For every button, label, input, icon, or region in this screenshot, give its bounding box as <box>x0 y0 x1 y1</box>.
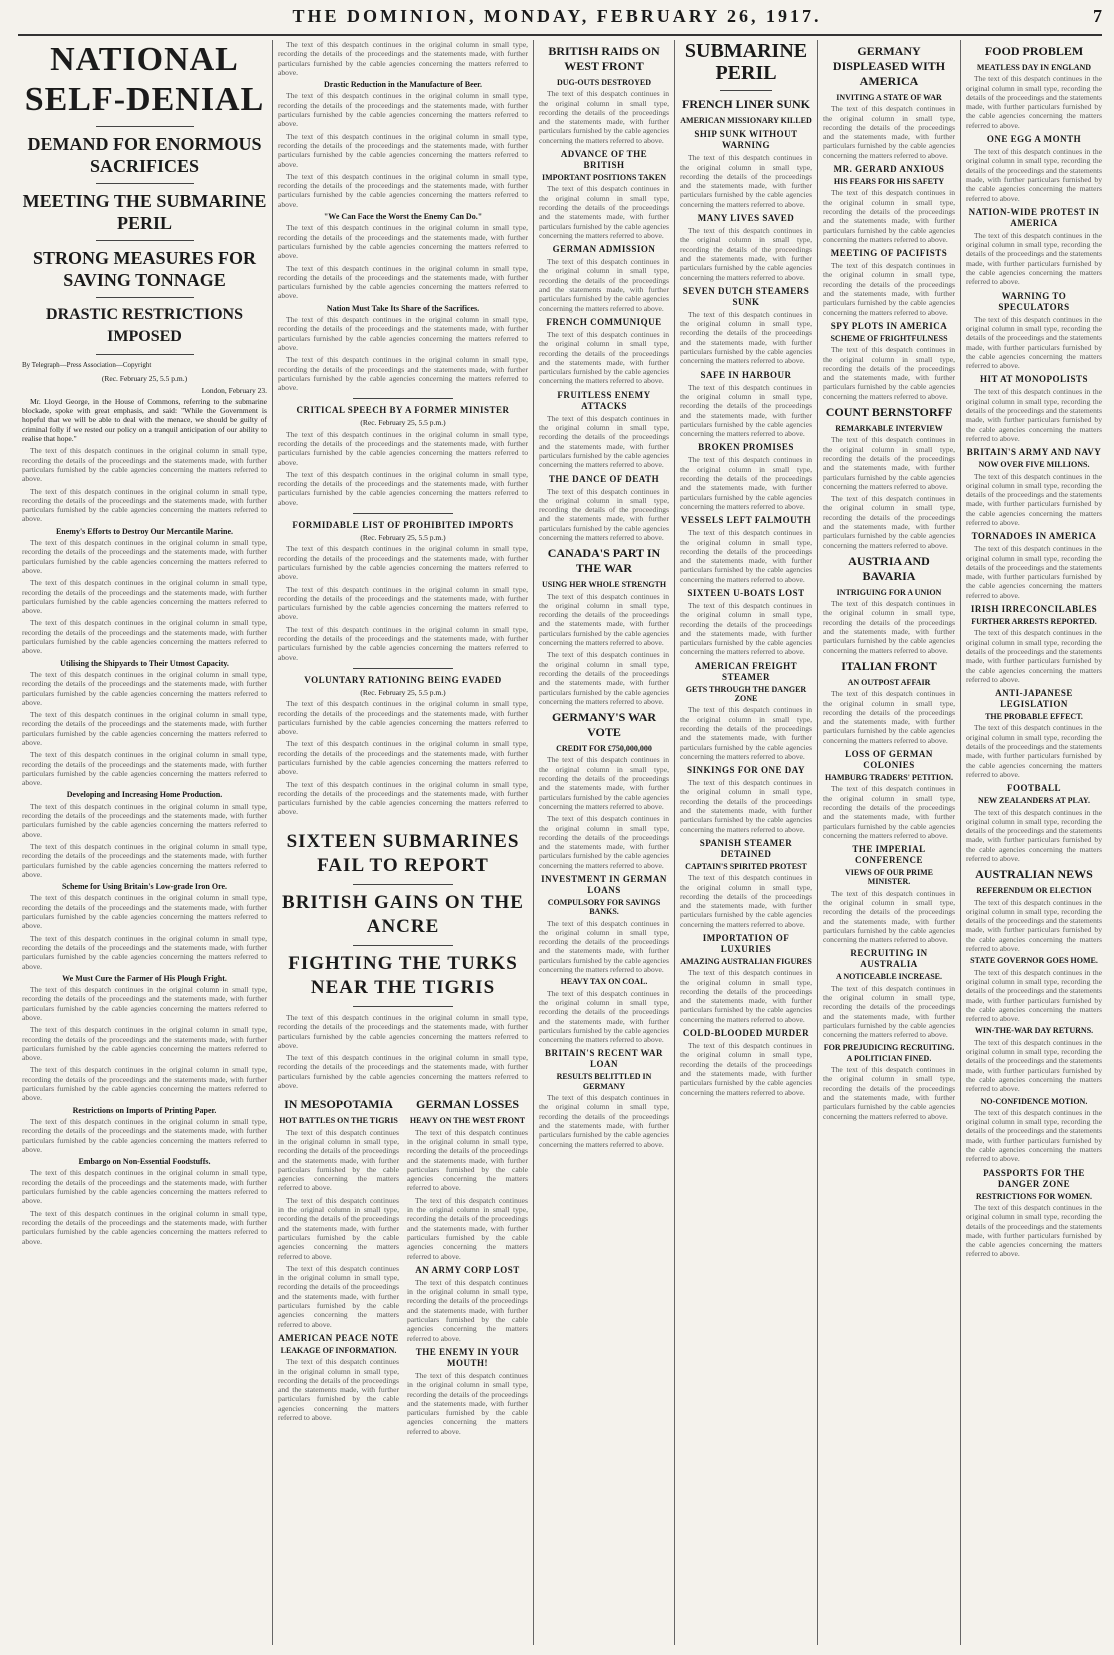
article-paragraph: The text of this despatch continues in the original column in small type, recording the details of the proceedings and the statements made, with further particulars furnished by the cable agencies concerning the matters referred to above. <box>823 494 955 550</box>
headline-austria-bavaria: AUSTRIA AND BAVARIA <box>848 553 930 583</box>
column-5 <box>823 40 955 1645</box>
headline-safe-in-harbour: SAFE IN HARBOUR <box>700 369 792 380</box>
subheading: "We Can Face the Worst the Enemy Can Do." <box>323 212 483 222</box>
two-column-row <box>278 1093 528 1439</box>
article-paragraph: The text of this despatch continues in the original column in small type, recording the details of the proceedings and the statements made, with further particulars furnished by the cable agencies concerning the matters referred to above. <box>966 1202 1102 1259</box>
article-paragraph: The text of this despatch continues in the original column in small type, recording the details of the proceedings and the statements made, with further particulars furnished by the cable agencies concerning the matters referred to above. <box>539 591 669 648</box>
banner-tigris: FIGHTING THE TURKS NEAR THE TIGRIS <box>288 953 518 998</box>
article-paragraph: The text of this despatch continues in the original column in small type, recording the details of the proceedings and the statements made, with further particulars furnished by the cable agencies concerning the matters referred to above. <box>680 455 812 511</box>
article-paragraph: The text of this despatch continues in the original column in small type, recording the details of the proceedings and the statements made, with further particulars furnished by the cable agencies concerning the matters referred to above. <box>680 226 812 282</box>
headline-one-egg: ONE EGG A MONTH <box>986 134 1082 145</box>
article-paragraph: The text of this despatch continues in the original column in small type, recording the details of the proceedings and the statements made, with further particulars furnished by the cable agencies concerning the matters referred to above. <box>278 624 528 662</box>
article-paragraph: The text of this despatch continues in the original column in small type, recording the details of the proceedings and the statements made, with further particulars furnished by the cable agencies concerning the matters referred to above. <box>823 888 955 945</box>
article-paragraph: The text of this despatch continues in the original column in small type, recording the details of the proceedings and the statements made, with further particulars furnished by the cable agencies concerning the matters referred to above. <box>22 1168 267 1206</box>
article-paragraph: The text of this despatch continues in the original column in small type, recording the details of the proceedings and the statements made, with further particulars furnished by the cable agencies concerning the matters referred to above. <box>278 739 528 777</box>
headline-passports: PASSPORTS FOR THE DANGER ZONE <box>983 1167 1085 1189</box>
subheading: NEW ZEALANDERS AT PLAY. <box>978 796 1090 806</box>
article-paragraph: The text of this despatch continues in the original column in small type, recording the details of the proceedings and the statements made, with further particulars furnished by the cable agencies concerning the matters referred to above. <box>407 1127 528 1193</box>
article-paragraph: The text of this despatch continues in the original column in small type, recording the details of the proceedings and the statements made, with further particulars furnished by the cable agencies concerning the matters referred to above. <box>22 1025 267 1063</box>
subheading: Nation Must Take Its Share of the Sacrifices. <box>326 303 480 313</box>
article-paragraph: The text of this despatch continues in the original column in small type, recording the details of the proceedings and the statements made, with further particulars furnished by the cable agencies concerning the matters referred to above. <box>22 669 267 707</box>
article-paragraph: The text of this despatch continues in the original column in small type, recording the details of the proceedings and the statements made, with further particulars furnished by the cable agencies concerning the matters referred to above. <box>278 1195 399 1261</box>
article-paragraph: The text of this despatch continues in the original column in small type, recording the details of the proceedings and the statements made, with further particulars furnished by the cable agencies concerning the matters referred to above. <box>680 873 812 929</box>
article-paragraph: The text of this despatch continues in the original column in small type, recording the details of the proceedings and the statements made, with further particulars furnished by the cable agencies concerning the matters referred to above. <box>22 1208 267 1246</box>
headline-prohibited-imports: FORMIDABLE LIST OF PROHIBITED IMPORTS <box>292 520 514 531</box>
masthead-title: THE DOMINION, MONDAY, FEBRUARY 26, 1917. <box>292 6 822 26</box>
headline-uboats-lost: SIXTEEN U-BOATS LOST <box>687 587 805 598</box>
article-paragraph: The text of this despatch continues in the original column in small type, recording the details of the proceedings and the statements made, with further particulars furnished by the cable agencies concerning the matters referred to above. <box>539 413 669 470</box>
headline-submarine-peril-col4: SUBMARINE PERIL <box>684 40 808 84</box>
dateline: London, February 23. <box>201 385 267 395</box>
rec-line: (Rec. February 25, 5.5 p.m.) <box>360 687 446 697</box>
subheading: Utilising the Shipyards to Their Utmost Capacity. <box>60 658 229 668</box>
column-rule <box>674 40 675 1645</box>
column-2 <box>278 40 528 820</box>
article-paragraph: The text of this despatch continues in the original column in small type, recording the details of the proceedings and the statements made, with further particulars furnished by the cable agencies concerning the matters referred to above. <box>22 446 267 484</box>
column-rule <box>272 40 273 1645</box>
article-paragraph: The text of this despatch continues in the original column in small type, recording the details of the proceedings and the statements made, with further particulars furnished by the cable agencies concerning the matters referred to above. <box>823 188 955 244</box>
headline-many-lives-saved: MANY LIVES SAVED <box>697 213 795 224</box>
article-paragraph: The text of this despatch continues in the original column in small type, recording the details of the proceedings and the statements made, with further particulars furnished by the cable agencies concerning the matters referred to above. <box>278 223 528 261</box>
headline-enormous-sacrifices: DEMAND FOR ENORMOUS SACRIFICES <box>27 134 262 176</box>
article-paragraph: The text of this despatch continues in the original column in small type, recording the details of the proceedings and the statements made, with further particulars furnished by the cable agencies concerning the matters referred to above. <box>966 387 1102 443</box>
subheading: IMPORTANT POSITIONS TAKEN <box>541 173 667 183</box>
article-paragraph: The text of this despatch continues in the original column in small type, recording the details of the proceedings and the statements made, with further particulars furnished by the cable agencies concerning the matters referred to above. <box>278 1357 399 1422</box>
headline-mesopotamia: IN MESOPOTAMIA <box>284 1097 393 1112</box>
article-paragraph: The text of this despatch continues in the original column in small type, recording the details of the proceedings and the statements made, with further particulars furnished by the cable agencies concerning the matters referred to above. <box>22 750 267 788</box>
divider <box>96 240 194 241</box>
article-paragraph: The text of this despatch continues in the original column in small type, recording the details of the proceedings and the statements made, with further particulars furnished by the cable agencies concerning the matters referred to above. <box>22 801 267 839</box>
headline-war-vote: GERMANY'S WAR VOTE <box>551 710 657 740</box>
subheading: LEAKAGE OF INFORMATION. <box>280 1345 397 1355</box>
article-paragraph: The text of this despatch continues in the original column in small type, recording the details of the proceedings and the statements made, with further particulars furnished by the cable agencies concerning the matters referred to above. <box>278 315 528 352</box>
headline-war-loan: BRITAIN'S RECENT WAR LOAN <box>544 1048 664 1070</box>
headline-gerard-anxious: MR. GERARD ANXIOUS <box>833 164 945 175</box>
article-paragraph: The text of this despatch continues in the original column in small type, recording the details of the proceedings and the statements made, with further particulars furnished by the cable agencies concerning the matters referred to above. <box>680 600 812 657</box>
article-paragraph: The text of this despatch continues in the original column in small type, recording the details of the proceedings and the statements made, with further particulars furnished by the cable agencies concerning the matters referred to above. <box>278 355 528 393</box>
divider <box>353 668 453 669</box>
divider <box>96 183 194 184</box>
subheading: HOT BATTLES ON THE TIGRIS <box>279 1116 398 1126</box>
headline-freight-steamer: AMERICAN FREIGHT STEAMER <box>694 660 798 682</box>
headline-national-self-denial: NATIONAL SELF-DENIAL <box>24 41 265 118</box>
subheading: FURTHER ARRESTS REPORTED. <box>971 617 1097 627</box>
subheading: NO-CONFIDENCE MOTION. <box>980 1096 1088 1106</box>
mesopotamia-column <box>278 1093 399 1439</box>
headline-australian-news: AUSTRALIAN NEWS <box>975 867 1093 882</box>
column-6 <box>966 40 1102 1645</box>
headline-cold-blooded-murder: COLD-BLOODED MURDER <box>682 1028 810 1039</box>
article-paragraph: The text of this despatch continues in the original column in small type, recording the details of the proceedings and the statements made, with further particulars furnished by the cable agencies concerning the matters referred to above. <box>966 74 1102 130</box>
article-paragraph: The text of this despatch continues in the original column in small type, recording the details of the proceedings and the statements made, with further particulars furnished by the cable agencies concerning the matters referred to above. <box>22 1116 267 1154</box>
article-paragraph: The text of this despatch continues in the original column in small type, recording the details of the proceedings and the statements made, with further particulars furnished by the cable agencies concerning the matters referred to above. <box>539 329 669 386</box>
column-1 <box>22 40 267 1645</box>
page-number: 7 <box>1093 6 1102 26</box>
subheading: We Must Cure the Farmer of His Plough Fright. <box>62 973 227 983</box>
column-rule <box>533 40 534 1645</box>
subheading: A POLITICIAN FINED. <box>846 1053 932 1063</box>
article-paragraph: The text of this despatch continues in the original column in small type, recording the details of the proceedings and the statements made, with further particulars furnished by the cable agencies concerning the matters referred to above. <box>680 309 812 366</box>
article-paragraph: The text of this despatch continues in the original column in small type, recording the details of the proceedings and the statements made, with further particulars furnished by the cable agencies concerning the matters referred to above. <box>539 650 669 706</box>
headline-dutch-steamers: SEVEN DUTCH STEAMERS SUNK <box>682 285 810 307</box>
subheading: Developing and Increasing Home Production. <box>66 790 223 800</box>
subheading: VIEWS OF OUR PRIME MINISTER. <box>845 868 933 887</box>
article-paragraph: The text of this despatch continues in the original column in small type, recording the details of the proceedings and the statements made, with further particulars furnished by the cable agencies concerning the matters referred to above. <box>680 1041 812 1097</box>
article-paragraph: The text of this despatch continues in the original column in small type, recording the details of the proceedings and the statements made, with further particulars furnished by the cable agencies concerning the matters referred to above. <box>407 1195 528 1261</box>
article-paragraph: The text of this despatch continues in the original column in small type, recording the details of the proceedings and the statements made, with further particulars furnished by the cable agencies concerning the matters referred to above. <box>539 755 669 811</box>
article-paragraph: The text of this despatch continues in the original column in small type, recording the details of the proceedings and the statements made, with further particulars furnished by the cable agencies concerning the matters referred to above. <box>966 147 1102 203</box>
headline-submarine-peril: MEETING THE SUBMARINE PERIL <box>22 191 267 233</box>
banner-ancre: BRITISH GAINS ON THE ANCRE <box>282 892 524 937</box>
subheading: Restrictions on Imports of Printing Paper. <box>72 1105 217 1115</box>
headline-voluntary-rationing: VOLUNTARY RATIONING BEING EVADED <box>304 674 502 685</box>
headline-recruiting: RECRUITING IN AUSTRALIA <box>850 948 928 970</box>
article-paragraph: The text of this despatch continues in the original column in small type, recording the details of the proceedings and the statements made, with further particulars furnished by the cable agencies concerning the matters referred to above. <box>22 578 267 616</box>
divider <box>96 354 194 355</box>
headline-luxuries: IMPORTATION OF LUXURIES <box>702 933 790 954</box>
headline-fruitless-attacks: FRUITLESS ENEMY ATTACKS <box>557 389 651 411</box>
headline-bernstorff: COUNT BERNSTORFF <box>825 405 953 420</box>
headline-british-raids: BRITISH RAIDS ON WEST FRONT <box>548 44 660 73</box>
article-paragraph: The text of this despatch continues in the original column in small type, recording the details of the proceedings and the statements made, with further particulars furnished by the cable agencies concerning the matters referred to above. <box>278 171 528 209</box>
headline-broken-promises: BROKEN PROMISES <box>698 442 794 453</box>
german-losses-column <box>407 1093 528 1439</box>
article-paragraph: The text of this despatch continues in the original column in small type, recording the details of the proceedings and the statements made, with further particulars furnished by the cable agencies concerning the matters referred to above. <box>22 618 267 656</box>
article-paragraph: The text of this despatch continues in the original column in small type, recording the details of the proceedings and the statements made, with further particulars furnished by the cable agencies concerning the matters referred to above. <box>823 104 955 160</box>
article-paragraph: The text of this despatch continues in the original column in small type, recording the details of the proceedings and the statements made, with further particulars furnished by the cable agencies concerning the matters referred to above. <box>823 1065 955 1121</box>
headline-german-losses: GERMAN LOSSES <box>415 1097 520 1112</box>
article-paragraph: The text of this despatch continues in the original column in small type, recording the details of the proceedings and the statements made, with further particulars furnished by the cable agencies concerning the matters referred to above. <box>966 1107 1102 1164</box>
headline-food-problem: FOOD PROBLEM <box>984 44 1084 58</box>
headline-germany-displeased: GERMANY DISPLEASED WITH AMERICA <box>832 44 946 88</box>
subheading: MEATLESS DAY IN ENGLAND <box>976 63 1092 72</box>
article-paragraph: The text of this despatch continues in the original column in small type, recording the details of the proceedings and the statements made, with further particulars furnished by the cable agencies concerning the matters referred to above. <box>680 153 812 209</box>
subheading: STATE GOVERNOR GOES HOME. <box>970 956 1098 966</box>
headline-army-navy: BRITAIN'S ARMY AND NAVY <box>966 447 1102 458</box>
headline-vessels-falmouth: VESSELS LEFT FALMOUTH <box>680 515 812 526</box>
article-paragraph: The text of this despatch continues in the original column in small type, recording the details of the proceedings and the statements made, with further particulars furnished by the cable agencies concerning the matters referred to above. <box>966 897 1102 954</box>
article-paragraph: The text of this despatch continues in the original column in small type, recording the details of the proceedings and the statements made, with further particulars furnished by the cable agencies concerning the matters referred to above. <box>966 544 1102 600</box>
subheading: AN OUTPOST AFFAIR <box>847 677 931 687</box>
article-paragraph: The text of this despatch continues in the original column in small type, recording the details of the proceedings and the statements made, with further particulars furnished by the cable agencies concerning the matters referred to above. <box>278 1127 399 1193</box>
headline-speculators: WARNING TO SPECULATORS <box>998 290 1070 312</box>
subheading: HIS FEARS FOR HIS SAFETY <box>833 177 945 187</box>
article-paragraph: The text of this despatch continues in the original column in small type, recording the details of the proceedings and the statements made, with further particulars furnished by the cable agencies concerning the matters referred to above. <box>680 778 812 834</box>
headline-imperial-conference: THE IMPERIAL CONFERENCE <box>852 844 926 866</box>
subheading: HEAVY TAX ON COAL. <box>560 977 648 987</box>
headline-spy-plots: SPY PLOTS IN AMERICA <box>830 320 948 331</box>
subheading: USING HER WHOLE STRENGTH <box>541 580 667 590</box>
article-paragraph: The text of this despatch continues in the original column in small type, recording the details of the proceedings and the statements made, with further particulars furnished by the cable agencies concerning the matters referred to above. <box>278 584 528 622</box>
article-paragraph: The text of this despatch continues in the original column in small type, recording the details of the proceedings and the statements made, with further particulars furnished by the cable agencies concerning the matters referred to above. <box>966 807 1102 863</box>
article-paragraph: The text of this despatch continues in the original column in small type, recording the details of the proceedings and the statements made, with further particulars furnished by the cable agencies concerning the matters referred to above. <box>278 429 528 467</box>
article-paragraph: The text of this despatch continues in the original column in small type, recording the details of the proceedings and the statements made, with further particulars furnished by the cable agencies concerning the matters referred to above. <box>278 1263 399 1329</box>
masthead-rule <box>18 34 1102 36</box>
subheading: A NOTICEABLE INCREASE. <box>835 972 943 982</box>
article-paragraph: The text of this despatch continues in the original column in small type, recording the details of the proceedings and the statements made, with further particulars furnished by the cable agencies concerning the matters referred to above. <box>823 983 955 1040</box>
war-news-block <box>278 830 528 1645</box>
subheading: Embargo on Non-Essential Foodstuffs. <box>78 1157 211 1167</box>
headline-monopolists: HIT AT MONOPOLISTS <box>979 374 1089 385</box>
headline-pacifists: MEETING OF PACIFISTS <box>830 248 948 259</box>
headline-anti-japanese: ANTI-JAPANESE LEGISLATION <box>995 688 1073 710</box>
headline-dance-of-death: THE DANCE OF DEATH <box>548 473 660 484</box>
article-paragraph: The text of this despatch continues in the original column in small type, recording the details of the proceedings and the statements made, with further particulars furnished by the cable agencies concerning the matters referred to above. <box>22 893 267 931</box>
subheading: GETS THROUGH THE DANGER ZONE <box>685 684 807 704</box>
article-paragraph: The text of this despatch continues in the original column in small type, recording the details of the proceedings and the statements made, with further particulars furnished by the cable agencies concerning the matters referred to above. <box>680 382 812 439</box>
subheading: COMPULSORY FOR SAVINGS BANKS. <box>547 898 661 917</box>
article-paragraph: The text of this despatch continues in the original column in small type, recording the details of the proceedings and the statements made, with further particulars furnished by the cable agencies concerning the matters referred to above. <box>539 918 669 975</box>
article-paragraph: The text of this despatch continues in the original column in small type, recording the details of the proceedings and the statements made, with further particulars furnished by the cable agencies concerning the matters referred to above. <box>823 261 955 317</box>
divider <box>353 1006 453 1007</box>
article-paragraph: The text of this despatch continues in the original column in small type, recording the details of the proceedings and the statements made, with further particulars furnished by the cable agencies concerning the matters referred to above. <box>539 184 669 240</box>
headline-italian-front: ITALIAN FRONT <box>841 658 937 673</box>
subheading: CREDIT FOR £750,000,000 <box>556 744 652 754</box>
article-paragraph: The text of this despatch continues in the original column in small type, recording the details of the proceedings and the statements made, with further particulars furnished by the cable agencies concerning the matters referred to above. <box>407 1370 528 1436</box>
article-paragraph: The text of this despatch continues in the original column in small type, recording the details of the proceedings and the statements made, with further particulars furnished by the cable agencies concerning the matters referred to above. <box>278 40 528 77</box>
column-rule <box>817 40 818 1645</box>
rec-line: (Rec. February 25, 5.5 p.m.) <box>101 374 188 384</box>
masthead <box>0 6 1114 30</box>
subheading: AMAZING AUSTRALIAN FIGURES <box>680 957 812 966</box>
rec-line: (Rec. February 25, 5.5 p.m.) <box>360 418 446 428</box>
article-paragraph: The text of this despatch continues in the original column in small type, recording the details of the proceedings and the statements made, with further particulars furnished by the cable agencies concerning the matters referred to above. <box>966 1037 1102 1094</box>
article-paragraph: The text of this despatch continues in the original column in small type, recording the details of the proceedings and the statements made, with further particulars furnished by the cable agencies concerning the matters referred to above. <box>966 314 1102 371</box>
article-paragraph: The text of this despatch continues in the original column in small type, recording the details of the proceedings and the statements made, with further particulars furnished by the cable agencies concerning the matters referred to above. <box>823 345 955 401</box>
article-paragraph: The text of this despatch continues in the original column in small type, recording the details of the proceedings and the statements made, with further particulars furnished by the cable agencies concerning the matters referred to above. <box>680 528 812 584</box>
article-paragraph: The text of this despatch continues in the original column in small type, recording the details of the proceedings and the statements made, with further particulars furnished by the cable agencies concerning the matters referred to above. <box>539 257 669 313</box>
headline-drastic-restrictions: DRASTIC RESTRICTIONS IMPOSED <box>46 306 243 345</box>
headline-irish: IRISH IRRECONCILABLES <box>970 604 1098 615</box>
credit-line: By Telegraph—Press Association—Copyright <box>22 361 152 369</box>
article-paragraph: The text of this despatch continues in the original column in small type, recording the details of the proceedings and the statements made, with further particulars furnished by the cable agencies concerning the matters referred to above. <box>966 967 1102 1024</box>
article-paragraph: The text of this despatch continues in the original column in small type, recording the details of the proceedings and the statements made, with further particulars furnished by the cable agencies concerning the matters referred to above. <box>539 814 669 870</box>
headline-advance: ADVANCE OF THE BRITISH <box>560 149 648 171</box>
subheading: THE PROBABLE EFFECT. <box>985 712 1083 722</box>
subheading: NOW OVER FIVE MILLIONS. <box>978 460 1090 470</box>
subheading: Enemy's Efforts to Destroy Our Mercantile Marine. <box>55 526 234 536</box>
headline-german-colonies: LOSS OF GERMAN COLONIES <box>845 749 933 771</box>
divider <box>96 297 194 298</box>
headline-canada: CANADA'S PART IN THE WAR <box>547 546 661 576</box>
column-4 <box>680 40 812 1645</box>
headline-french-communique: FRENCH COMMUNIQUE <box>546 316 662 327</box>
headline-critical-speech: CRITICAL SPEECH BY A FORMER MINISTER <box>296 405 510 416</box>
subheading: RESTRICTIONS FOR WOMEN. <box>975 1191 1093 1201</box>
divider <box>353 884 453 885</box>
banner-sixteen-submarines: SIXTEEN SUBMARINES FAIL TO REPORT <box>286 831 520 876</box>
article-paragraph: The text of this despatch continues in the original column in small type, recording the details of the proceedings and the statements made, with further particulars furnished by the cable agencies concerning the matters referred to above. <box>278 91 528 129</box>
subheading: DUG-OUTS DESTROYED <box>556 78 651 87</box>
subheading: INTRIGUING FOR A UNION <box>836 587 942 597</box>
divider <box>353 945 453 946</box>
headline-american-peace-note: AMERICAN PEACE NOTE <box>278 1332 399 1343</box>
article-paragraph: The text of this despatch continues in the original column in small type, recording the details of the proceedings and the statements made, with further particulars furnished by the cable agencies concerning the matters referred to above. <box>22 538 267 575</box>
subheading: Scheme for Using Britain's Low-grade Iron Ore. <box>61 882 228 892</box>
article-paragraph: Mr. Lloyd George, in the House of Commons, referring to the submarine blockade, spoke with great emphasis, and said: "While the Government is hopeful that we will be able to deal with the menace, we should be guilty of criminal folly if we rested our policy on a tranquil anticipation of our ability to realise that hope." <box>22 396 267 444</box>
subheading: FOR PREJUDICING RECRUITING. <box>823 1042 955 1052</box>
divider <box>353 513 453 514</box>
subheading: INVITING A STATE OF WAR <box>836 93 942 102</box>
headline-french-liner: FRENCH LINER SUNK <box>681 97 810 111</box>
subheading: HEAVY ON THE WEST FRONT <box>409 1116 526 1126</box>
article-paragraph: The text of this despatch continues in the original column in small type, recording the details of the proceedings and the statements made, with further particulars furnished by the cable agencies concerning the matters referred to above. <box>278 544 528 582</box>
article-paragraph: The text of this despatch continues in the original column in small type, recording the details of the proceedings and the statements made, with further particulars furnished by the cable agencies concerning the matters referred to above. <box>539 988 669 1045</box>
headline-enemy-in-mouth: THE ENEMY IN YOUR MOUTH! <box>415 1346 520 1368</box>
article-paragraph: The text of this despatch continues in the original column in small type, recording the details of the proceedings and the statements made, with further particulars furnished by the cable agencies concerning the matters referred to above. <box>407 1277 528 1343</box>
article-paragraph: The text of this despatch continues in the original column in small type, recording the details of the proceedings and the statements made, with further particulars furnished by the cable agencies concerning the matters referred to above. <box>278 131 528 169</box>
article-paragraph: The text of this despatch continues in the original column in small type, recording the details of the proceedings and the statements made, with further particulars furnished by the cable agencies concerning the matters referred to above. <box>966 628 1102 684</box>
article-paragraph: The text of this despatch continues in the original column in small type, recording the details of the proceedings and the statements made, with further particulars furnished by the cable agencies concerning the matters referred to above. <box>680 705 812 761</box>
headline-tornadoes: TORNADOES IN AMERICA <box>971 531 1097 542</box>
headline-ship-sunk: SHIP SUNK WITHOUT WARNING <box>694 129 798 151</box>
headline-football: FOOTBALL <box>1006 783 1061 794</box>
article-paragraph: The text of this despatch continues in the original column in small type, recording the details of the proceedings and the statements made, with further particulars furnished by the cable agencies concerning the matters referred to above. <box>278 1053 528 1091</box>
article-paragraph: The text of this despatch continues in the original column in small type, recording the details of the proceedings and the statements made, with further particulars furnished by the cable agencies concerning the matters referred to above. <box>278 1013 528 1050</box>
article-paragraph: The text of this despatch continues in the original column in small type, recording the details of the proceedings and the statements made, with further particulars furnished by the cable agencies concerning the matters referred to above. <box>22 710 267 747</box>
divider <box>96 126 194 127</box>
headline-army-corp-lost: AN ARMY CORP LOST <box>415 1264 520 1275</box>
divider <box>720 90 773 91</box>
divider <box>353 398 453 399</box>
subheading: CAPTAIN'S SPIRITED PROTEST <box>685 861 807 871</box>
rec-line: (Rec. February 25, 5.5 p.m.) <box>360 533 446 543</box>
headline-sinkings: SINKINGS FOR ONE DAY <box>687 765 805 776</box>
article-paragraph: The text of this despatch continues in the original column in small type, recording the details of the proceedings and the statements made, with further particulars furnished by the cable agencies concerning the matters referred to above. <box>539 1093 669 1149</box>
article-paragraph: The text of this despatch continues in the original column in small type, recording the details of the proceedings and the statements made, with further particulars furnished by the cable agencies concerning the matters referred to above. <box>823 689 955 745</box>
article-paragraph: The text of this despatch continues in the original column in small type, recording the details of the proceedings and the statements made, with further particulars furnished by the cable agencies concerning the matters referred to above. <box>966 230 1102 287</box>
article-paragraph: The text of this despatch continues in the original column in small type, recording the details of the proceedings and the statements made, with further particulars furnished by the cable agencies concerning the matters referred to above. <box>22 1065 267 1103</box>
article-paragraph: The text of this despatch continues in the original column in small type, recording the details of the proceedings and the statements made, with further particulars furnished by the cable agencies concerning the matters referred to above. <box>278 469 528 507</box>
subheading: WIN-THE-WAR DAY RETURNS. <box>974 1026 1094 1036</box>
article-paragraph: The text of this despatch continues in the original column in small type, recording the details of the proceedings and the statements made, with further particulars furnished by the cable agencies concerning the matters referred to above. <box>22 841 267 879</box>
article-paragraph: The text of this despatch continues in the original column in small type, recording the details of the proceedings and the statements made, with further particulars furnished by the cable agencies concerning the matters referred to above. <box>539 89 669 145</box>
subheading: REMARKABLE INTERVIEW <box>835 424 943 434</box>
headline-investment: INVESTMENT IN GERMAN LOANS <box>541 874 667 895</box>
article-paragraph: The text of this despatch continues in the original column in small type, recording the details of the proceedings and the statements made, with further particulars furnished by the cable agencies concerning the matters referred to above. <box>278 699 528 737</box>
article-paragraph: The text of this despatch continues in the original column in small type, recording the details of the proceedings and the statements made, with further particulars furnished by the cable agencies concerning the matters referred to above. <box>823 784 955 840</box>
article-paragraph: The text of this despatch continues in the original column in small type, recording the details of the proceedings and the statements made, with further particulars furnished by the cable agencies concerning the matters referred to above. <box>680 968 812 1024</box>
article-paragraph: The text of this despatch continues in the original column in small type, recording the details of the proceedings and the statements made, with further particulars furnished by the cable agencies concerning the matters referred to above. <box>22 933 267 971</box>
headline-german-admission: GERMAN ADMISSION <box>552 244 656 255</box>
article-paragraph: The text of this despatch continues in the original column in small type, recording the details of the proceedings and the statements made, with further particulars furnished by the cable agencies concerning the matters referred to above. <box>966 471 1102 527</box>
subheading: SCHEME OF FRIGHTFULNESS <box>830 333 948 343</box>
subheading: Drastic Reduction in the Manufacture of Beer. <box>324 80 482 90</box>
column-3 <box>539 40 669 1645</box>
article-paragraph: The text of this despatch continues in the original column in small type, recording the details of the proceedings and the statements made, with further particulars furnished by the cable agencies concerning the matters referred to above. <box>278 263 528 301</box>
article-paragraph: The text of this despatch continues in the original column in small type, recording the details of the proceedings and the statements made, with further particulars furnished by the cable agencies concerning the matters referred to above. <box>823 435 955 491</box>
article-paragraph: The text of this despatch continues in the original column in small type, recording the details of the proceedings and the statements made, with further particulars furnished by the cable agencies concerning the matters referred to above. <box>278 779 528 817</box>
subheading: REFERENDUM OR ELECTION <box>976 886 1092 896</box>
subheading: HAMBURG TRADERS' PETITION. <box>824 773 954 783</box>
column-rule <box>960 40 961 1645</box>
headline-spanish-steamer: SPANISH STEAMER DETAINED <box>699 837 793 859</box>
article-paragraph: The text of this despatch continues in the original column in small type, recording the details of the proceedings and the statements made, with further particulars furnished by the cable agencies concerning the matters referred to above. <box>539 486 669 542</box>
article-paragraph: The text of this despatch continues in the original column in small type, recording the details of the proceedings and the statements made, with further particulars furnished by the cable agencies concerning the matters referred to above. <box>22 486 267 524</box>
article-paragraph: The text of this despatch continues in the original column in small type, recording the details of the proceedings and the statements made, with further particulars furnished by the cable agencies concerning the matters referred to above. <box>823 599 955 655</box>
subheading: AMERICAN MISSIONARY KILLED <box>680 116 812 125</box>
article-paragraph: The text of this despatch continues in the original column in small type, recording the details of the proceedings and the statements made, with further particulars furnished by the cable agencies concerning the matters referred to above. <box>966 723 1102 779</box>
headline-nation-wide-protest: NATION-WIDE PROTEST IN AMERICA <box>968 206 1100 228</box>
subheading: RESULTS BELITTLED IN GERMANY <box>556 1072 652 1091</box>
headline-saving-tonnage: STRONG MEASURES FOR SAVING TONNAGE <box>32 248 257 290</box>
article-paragraph: The text of this despatch continues in the original column in small type, recording the details of the proceedings and the statements made, with further particulars furnished by the cable agencies concerning the matters referred to above. <box>22 985 267 1022</box>
